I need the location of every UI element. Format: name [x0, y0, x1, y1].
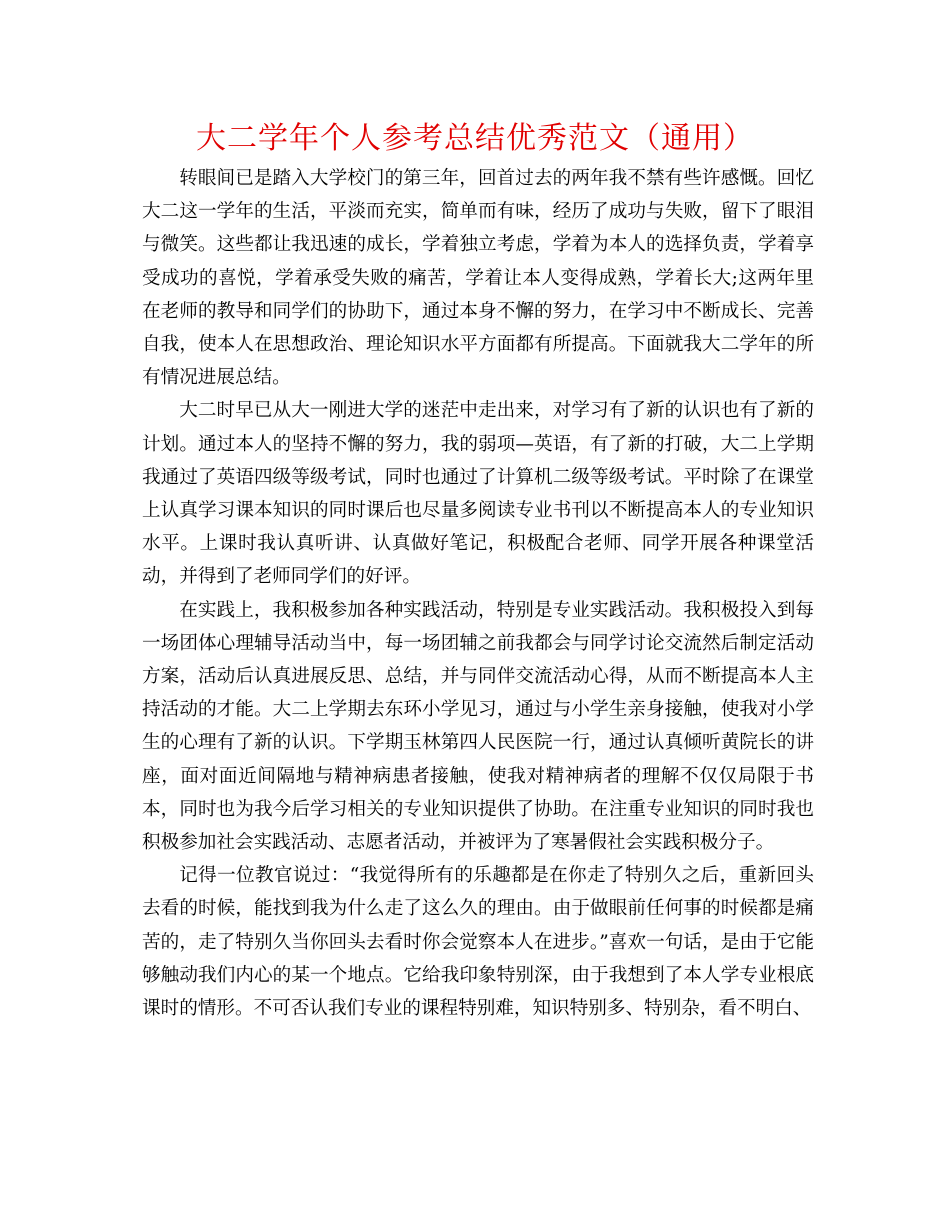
paragraph: 在实践上，我积极参加各种实践活动，特别是专业实践活动。我积极投入到每一场团体心理辅导活动当中，每一场团辅之前我都会与同学讨论交流然后制定活动方案，活动后认真进展反思、总结，并与同伴交流活动心得，从而不断提高本人主持活动的才能。大二上学期去东环小学见习，通过与小学生亲身接触，使我对小学生的心理有了新的认识。下学期玉林第四人民医院一行，通过认真倾听黄院长的讲座，面对面近间隔地与精神病患者接触，使我对精神病者的理解不仅仅局限于书本，同时也为我今后学习相关的专业知识提供了协助。在注重专业知识的同时我也积极参加社会实践活动、志愿者活动，并被评为了寒暑假社会实践积极分子。: [142, 599, 814, 854]
document-body: [142, 162, 814, 1025]
paragraph: 大二时早已从大一刚进大学的迷茫中走出来，对学习有了新的认识也有了新的计划。通过本人的坚持不懈的努力，我的弱项—英语，有了新的打破，大二上学期我通过了英语四级等级考试，同时也通过了计算机二级等级考试。平时除了在课堂上认真学习课本知识的同时课后也尽量多阅读专业书刊以不断提高本人的专业知识水平。上课时我认真听讲、认真做好笔记，积极配合老师、同学开展各种课堂活动，并得到了老师同学们的好评。: [142, 400, 814, 588]
document-title: 大二学年个人参考总结优秀范文（通用）: [196, 121, 754, 156]
paragraph: 转眼间已是踏入大学校门的第三年，回首过去的两年我不禁有些许感慨。回忆大二这一学年的生活，平淡而充实，简单而有味，经历了成功与失败，留下了眼泪与微笑。这些都让我迅速的成长，学着独立考虑，学着为本人的选择负责，学着享受成功的喜悦，学着承受失败的痛苦，学着让本人变得成熟，学着长大;这两年里在老师的教导和同学们的协助下，通过本身不懈的努力，在学习中不断成长、完善自我，使本人在思想政治、理论知识水平方面都有所提高。下面就我大二学年的所有情况进展总结。: [142, 168, 814, 389]
paragraph: 记得一位教官说过：“我觉得所有的乐趣都是在你走了特别久之后，重新回头去看的时候，能找到我为什么走了这么久的理由。由于做眼前任何事的时候都是痛苦的，走了特别久当你回头去看时你会觉察本人在进步。”喜欢一句话，是由于它能够触动我们内心的某一个地点。它给我印象特别深，由于我想到了本人学专业根底课时的情形。不可否认我们专业的课程特别难，知识特别多、特别杂，看不明白、: [142, 865, 814, 1020]
